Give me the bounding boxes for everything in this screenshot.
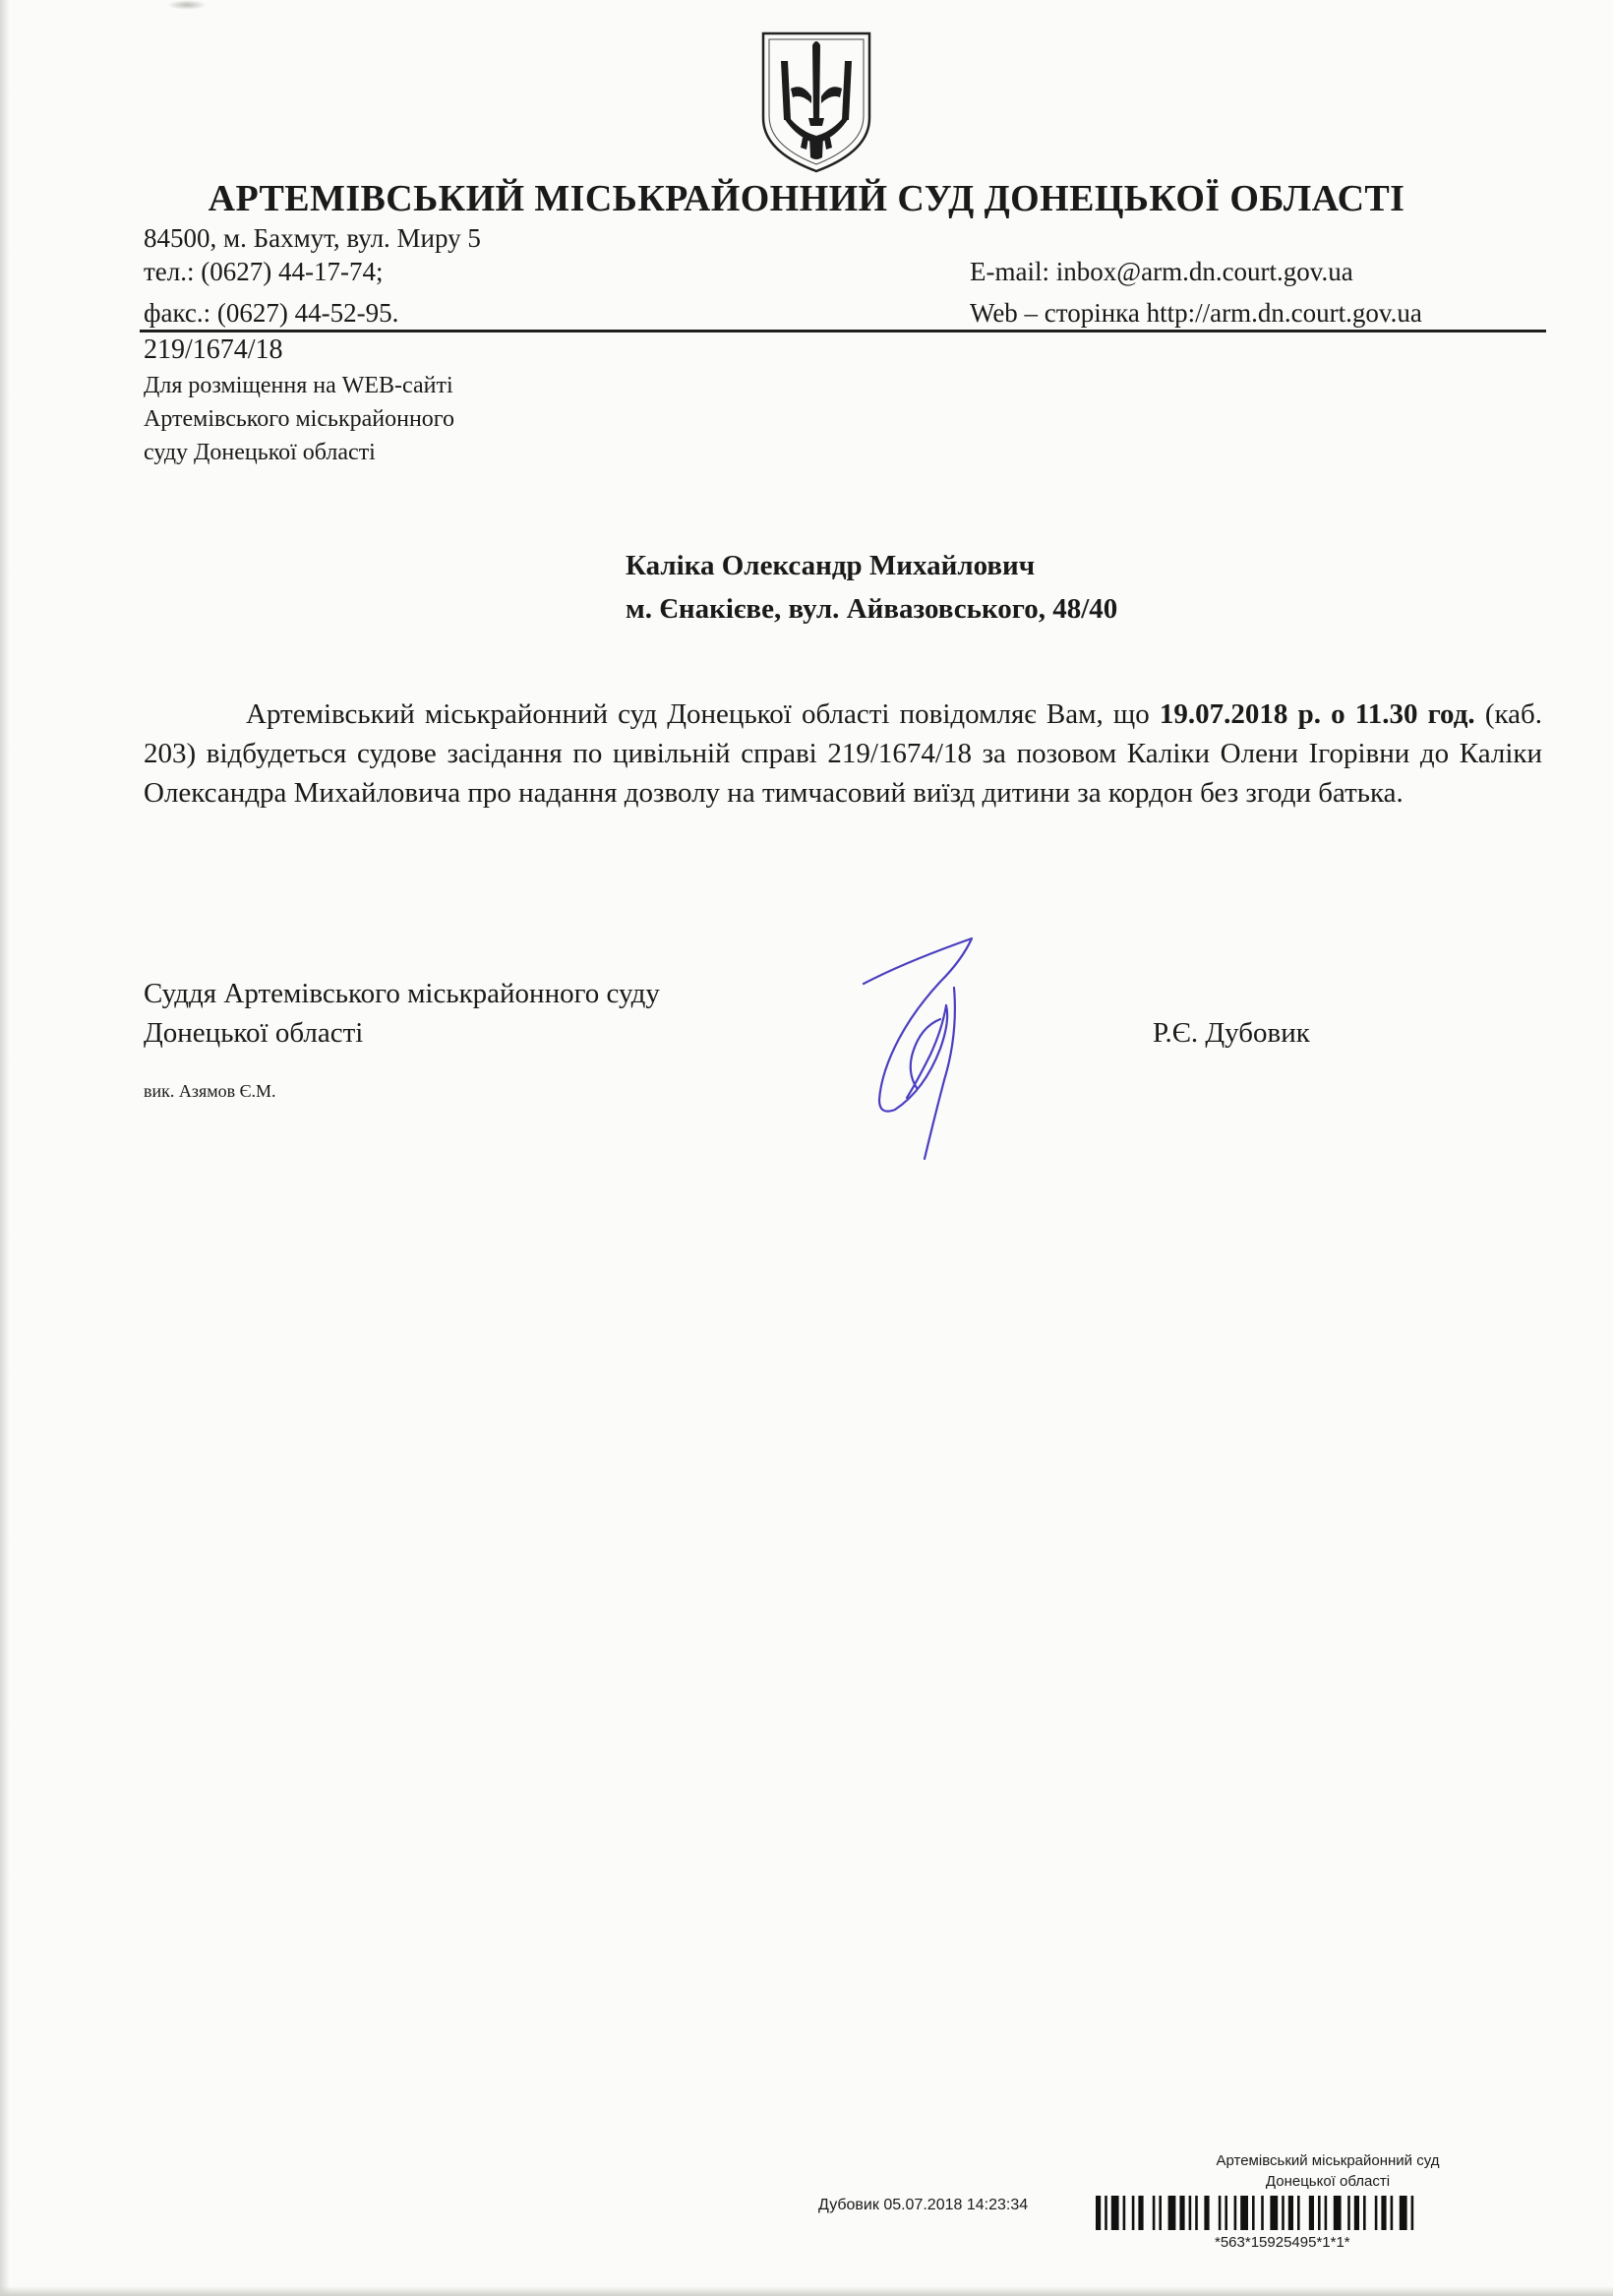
barcode-bar xyxy=(1354,2196,1359,2230)
barcode-bar xyxy=(1325,2196,1328,2230)
executor-name: вик. Азямов Є.М. xyxy=(144,1081,276,1101)
placement-note xyxy=(144,369,454,469)
barcode-bar xyxy=(1363,2196,1366,2230)
registration-stamp xyxy=(1141,2150,1515,2192)
barcode-bar xyxy=(1347,2196,1350,2230)
scan-mark xyxy=(167,0,207,10)
hearing-datetime: 19.07.2018 р. о 11.30 год. xyxy=(1159,698,1475,730)
recipient-address: м. Єнакієве, вул. Айвазовського, 48/40 xyxy=(626,593,1118,625)
barcode-bar xyxy=(1334,2196,1342,2230)
barcode-bar xyxy=(1138,2196,1143,2230)
barcode-bar xyxy=(1123,2196,1126,2230)
placement-note-line: суду Донецької області xyxy=(144,440,376,465)
court-email: E-mail: inbox@arm.dn.court.gov.ua xyxy=(970,257,1353,286)
handwritten-signature xyxy=(856,935,993,1161)
barcode-bar xyxy=(1195,2196,1198,2230)
judge-title-line: Донецької області xyxy=(144,1017,364,1049)
barcode-bar xyxy=(1132,2196,1135,2230)
barcode-bar xyxy=(1189,2196,1192,2230)
barcode-bar xyxy=(1391,2196,1394,2230)
barcode-bar xyxy=(1270,2196,1278,2230)
stamp-court-line: Артемівський міськрайонний суд xyxy=(1216,2152,1440,2169)
barcode-bar xyxy=(1096,2196,1101,2230)
stamp-author-datetime: Дубовик 05.07.2018 14:23:34 xyxy=(818,2197,1029,2213)
placement-note-line: Для розміщення на WEB-сайті xyxy=(144,373,453,398)
judge-title xyxy=(144,974,660,1053)
barcode-bar xyxy=(1375,2196,1378,2230)
notice-text-end: (каб. 203) відбудеться судове засідання по цивільній справі 219/1674/18 за позовом Каліки Олени Ігорівни до Каліки Олександра Михайловича про надання дозволу на тимчасовий виїзд дитини за кордон без згоди батька. xyxy=(144,698,1543,809)
barcode-bar xyxy=(1225,2196,1227,2230)
barcode-bar xyxy=(1297,2196,1300,2230)
case-number: 219/1674/18 xyxy=(144,334,283,365)
barcode-bar xyxy=(1179,2196,1184,2230)
court-title: АРТЕМІВСЬКИЙ МІСЬКРАЙОННИЙ СУД ДОНЕЦЬКОЇ ОБЛАСТІ xyxy=(208,178,1405,219)
court-fax: факс.: (0627) 44-52-95. xyxy=(144,298,399,328)
barcode-bar xyxy=(1219,2196,1222,2230)
judge-name: Р.Є. Дубовик xyxy=(1153,1017,1310,1049)
stamp-court-line: Донецької області xyxy=(1265,2173,1391,2190)
scan-bottom-shadow xyxy=(0,2286,1613,2296)
judge-title-line: Суддя Артемівського міськрайонного суду xyxy=(144,978,660,1009)
notice-text-start: Артемівський міськрайонний суд Донецької області повідомляє Вам, що xyxy=(246,698,1160,730)
placement-note-line: Артемівського міськрайонного xyxy=(144,406,455,432)
barcode-number: *563*15925495*1*1* xyxy=(1215,2234,1350,2251)
barcode-bar xyxy=(1411,2196,1414,2230)
court-website: Web – сторінка http://arm.dn.court.gov.ua xyxy=(970,298,1422,328)
barcode-bar xyxy=(1240,2196,1248,2230)
barcode-bar xyxy=(1234,2196,1237,2230)
barcode-bar xyxy=(1111,2196,1119,2230)
barcode-bar xyxy=(1252,2196,1255,2230)
barcode-bar xyxy=(1204,2196,1209,2230)
barcode-bar xyxy=(1288,2196,1293,2230)
header-divider xyxy=(140,330,1546,332)
barcode-bar xyxy=(1168,2196,1176,2230)
court-phone: тел.: (0627) 44-17-74; xyxy=(144,257,384,286)
scan-edge-shadow xyxy=(0,0,10,2296)
barcode-bar xyxy=(1153,2196,1156,2230)
barcode-bar xyxy=(1159,2196,1162,2230)
recipient-name: Каліка Олександр Михайлович xyxy=(626,550,1036,581)
barcode xyxy=(1096,2196,1553,2230)
barcode-bar xyxy=(1261,2196,1264,2230)
barcode-bar xyxy=(1381,2196,1386,2230)
recipient-block xyxy=(626,544,1117,631)
barcode-bar xyxy=(1282,2196,1284,2230)
notice-paragraph xyxy=(144,695,1542,813)
barcode-bar xyxy=(1400,2196,1407,2230)
barcode-bar xyxy=(1309,2196,1314,2230)
barcode-bar xyxy=(1318,2196,1321,2230)
barcode-bar xyxy=(1105,2196,1107,2230)
court-address: 84500, м. Бахмут, вул. Миру 5 xyxy=(144,223,481,253)
coat-of-arms-icon xyxy=(757,28,875,175)
